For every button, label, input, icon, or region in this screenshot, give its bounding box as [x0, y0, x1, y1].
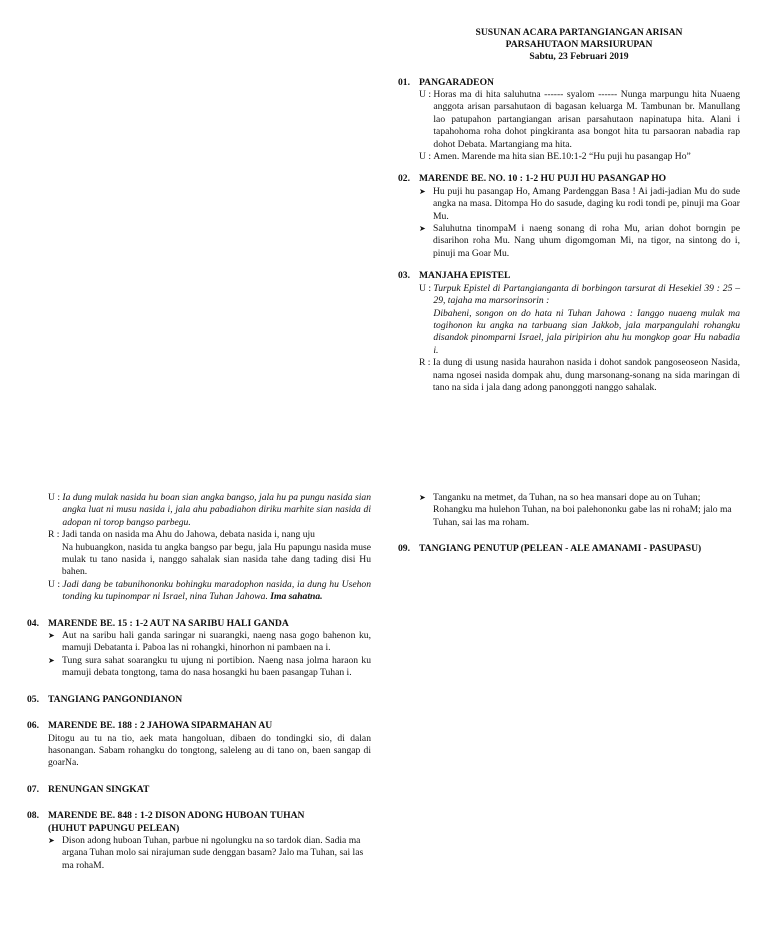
section-07	[27, 784, 371, 796]
header-date: Sabtu, 23 Februari 2019	[529, 51, 629, 63]
section-07-heading	[27, 784, 371, 796]
section-number: 08.	[27, 810, 39, 822]
section-03-heading	[398, 270, 740, 282]
section-04-heading	[27, 618, 371, 630]
section-title: MANJAHA EPISTEL	[419, 270, 511, 282]
verse-item	[419, 492, 740, 529]
leader-text: Jadi dang be tabunihononku bohingku maradophon nasida, ia dung hu Usehon tonding ku tupinompar ni Israel, nina Tuhan Jahowa.	[62, 578, 371, 603]
section-06	[27, 720, 371, 770]
section-08-heading	[27, 810, 371, 835]
response-line	[48, 529, 371, 579]
verse-text: Tung sura sahat soarangku tu ujung ni portibion. Naeng nasa jolma haraon ku mamuji debata tongtong, tama do nasa hosangki hu baen pasangap Tuhan i.	[62, 654, 371, 679]
bottom-left-column	[27, 492, 371, 872]
section-number: 09.	[398, 543, 410, 555]
arrowhead-bullet-icon: ➤	[48, 835, 55, 845]
hymn-text: Ditogu au tu na tio, aek mata hangoluan, dibaen do tondingki sio, di dalan hasonangan. Sabam rohangku do tongtong, saleleng au di tano on, baen sangap di goarNa.	[48, 732, 371, 769]
response-text: Ia dung di usung nasida haurahon nasida i dohot sandok pangoseoseon Nasida, nama ngosei nasida dompak ahu, dung marsonang-sonang na sida maringan di tano na sida i jala dang adong panonggoti nanggo sahalak.	[432, 357, 740, 393]
document-header	[418, 27, 740, 64]
response-text: Na hubuangkon, nasida tu angka bangso par begu, jala Hu papungu nasida muse mulak tu tano nasida i, nanggo sahalak sian nasida tahe dang tading disi Hu bahen.	[61, 541, 371, 578]
speaker-label: U :	[48, 578, 63, 590]
arrowhead-bullet-icon: ➤	[48, 631, 55, 641]
section-02	[398, 173, 740, 260]
section-number: 06.	[27, 720, 39, 732]
section-title: MARENDE BE. 848 : 1-2 DISON ADONG HUBOAN TUHAN	[48, 810, 305, 822]
leader-line	[419, 151, 740, 163]
speaker-label: R :	[419, 357, 433, 369]
verse-text: Hu puji hu pasangap Ho, Amang Pardenggan Basa ! Ai jadi-jadian Mu do sude angka na masa. Ditompa Ho do sasude, daging ku rodi tondi pe, pinuji ma Goar Mu.	[433, 185, 740, 222]
leader-text: Amen. Marende ma hita sian BE.10:1-2 “Hu puji hu pasangap Ho”	[433, 151, 691, 163]
top-right-column	[398, 27, 740, 394]
leader-text: Horas ma di hita saluhutna ------ syalom ------ Nunga marpungu hita Nuaeng anggota arisan parsahutaon di bagasan keluarga M. Tambunan br. Manullang lao patupahon partangiangan arisan parsahutaon napinatupa hita. Alani i tapahohoma roha dohot pingkiranta asa bongot hita tu parsaoran nabadia rap dohot Debata. Martangiang ma hita.	[433, 89, 740, 150]
section-09-heading	[398, 543, 740, 555]
section-05-heading	[27, 694, 371, 706]
header-subtitle: PARSAHUTAON MARSIURUPAN	[505, 39, 653, 51]
leader-line	[419, 283, 740, 357]
reading-closing: Ima sahatna.	[270, 591, 323, 603]
section-title: TANGIANG PANGONDIANON	[48, 693, 183, 705]
section-number: 07.	[27, 783, 39, 795]
reading-text: Dibaheni, songon on do hata ni Tuhan Jahowa : Ianggo nuaeng mulak ma togihonon ku angka na tarbuang sian Jakkob, jala marpangulahi rohangku disandok pinomparni Israel, jala piripirion ahu hu mongkop goar Hu nabadia i.	[433, 307, 740, 356]
section-title: RENUNGAN SINGKAT	[48, 783, 150, 795]
section-04	[27, 618, 371, 680]
section-06-heading	[27, 720, 371, 732]
section-title: MARENDE BE. NO. 10 : 1-2 HU PUJI HU PASANGAP HO	[419, 173, 667, 185]
arrowhead-bullet-icon: ➤	[48, 655, 55, 665]
leader-line	[419, 89, 740, 151]
arrowhead-bullet-icon: ➤	[419, 493, 426, 502]
section-01	[398, 77, 740, 164]
bottom-right-column	[398, 492, 740, 556]
verse-item	[48, 655, 371, 680]
section-02-heading	[398, 173, 740, 185]
section-01-heading	[398, 77, 740, 89]
leader-line	[48, 492, 371, 529]
verse-text: Dison adong huboan Tuhan, parbue ni ngolungku na so tardok dian. Sadia ma argana Tuhan molo sai nirajuman sude denggan basam? Jalo ma Tuhan, sai las ma rohaM.	[62, 834, 364, 871]
section-title: MARENDE BE. 15 : 1-2 AUT NA SARIBU HALI GANDA	[48, 617, 289, 629]
section-number: 05.	[27, 693, 39, 705]
verse-item	[48, 835, 371, 872]
section-03	[398, 270, 740, 394]
header-title: SUSUNAN ACARA PARTANGIANGAN ARISAN	[475, 27, 683, 38]
speaker-label: R :	[48, 529, 62, 541]
reading-continuation	[48, 492, 371, 604]
speaker-label: U :	[48, 492, 63, 503]
section-number: 03.	[398, 270, 410, 282]
section-number: 01.	[398, 76, 410, 88]
section-08	[27, 810, 371, 872]
section-title: PANGARADEON	[419, 76, 494, 88]
arrowhead-bullet-icon: ➤	[419, 186, 426, 196]
verse-item	[419, 186, 740, 223]
section-title: TANGIANG PENUTUP (PELEAN - ALE AMANAMI - PASUPASU)	[419, 543, 702, 555]
verse-item	[48, 630, 371, 655]
section-number: 04.	[27, 617, 39, 629]
section-09	[398, 543, 740, 555]
response-text: Jadi tanda on nasida ma Ahu do Jahowa, debata nasida i, nang uju	[61, 529, 315, 541]
section-subtitle: (HUHUT PAPUNGU PELEAN)	[48, 822, 180, 834]
verse-text: Aut na saribu hali ganda saringar ni suarangki, naeng nasa gogo bahenon ku, mamuji Debatanta i. Paboa las ni rohangki, hinorhon ni pambaen na i.	[62, 630, 371, 654]
response-line	[419, 357, 740, 394]
leader-text: Ia dung mulak nasida hu boan sian angka bangso, jala hu pa pungu nasida sian angka luat ni musu nasida i, jala ahu pabadiahon diriku marhite sian nasida di adopan ni torop bangso parbegu.	[62, 492, 371, 528]
speaker-label: U :	[419, 282, 434, 294]
speaker-label: U :	[419, 151, 434, 163]
reading-intro: Turpuk Epistel di Partangianganta di borbingon tarsurat di Hesekiel 39 : 25 – 29, tajaha ma marsorinsorin :	[433, 282, 740, 307]
section-title: MARENDE BE. 188 : 2 JAHOWA SIPARMAHAN AU	[48, 720, 273, 732]
verse-item	[419, 223, 740, 260]
speaker-label: U :	[419, 89, 434, 101]
arrowhead-bullet-icon: ➤	[419, 224, 426, 234]
verse-text: Saluhutna tinompaM i naeng sonang di roha Mu, arian dohot borngin pe disarihon roha Mu. Nang uhum digomgoman Mi, na tigor, na sintong do i, pinuji ma Goar Mu.	[433, 223, 740, 259]
section-05	[27, 694, 371, 706]
verse-text: Tanganku na metmet, da Tuhan, na so hea mansari dope au on Tuhan; Rohangku ma hulehon Tuhan, na boi palehononku gabe las ni rohaM; jalo ma Tuhan, sai las ma roham.	[433, 492, 732, 528]
section-number: 02.	[398, 173, 410, 185]
leader-line	[48, 579, 371, 604]
